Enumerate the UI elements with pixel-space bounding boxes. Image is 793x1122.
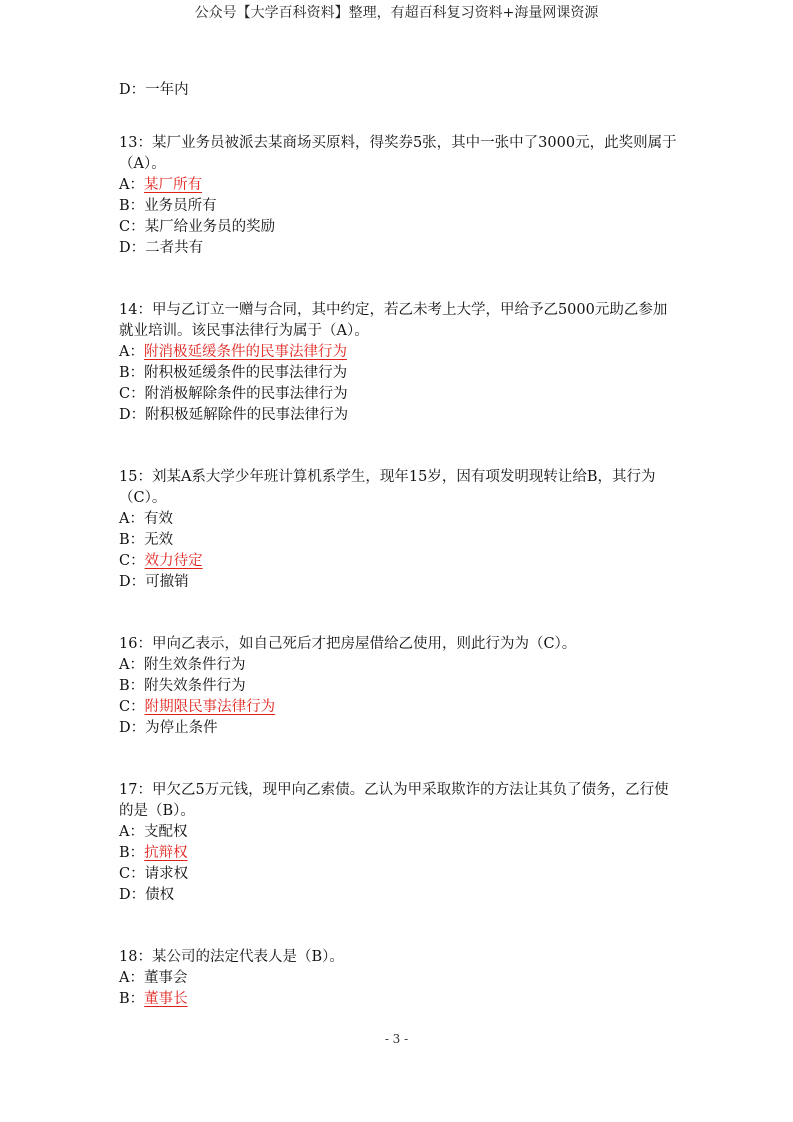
option-letter: A： — [119, 344, 144, 360]
option-text: 董事会 — [143, 970, 188, 986]
option-c — [119, 217, 679, 238]
option-b — [119, 843, 679, 864]
option-text: 无效 — [144, 532, 174, 548]
option-letter: C： — [119, 553, 145, 569]
option-letter: D： — [119, 720, 146, 736]
option-text: 二者共有 — [145, 240, 204, 256]
page-number: - 3 - — [384, 1032, 409, 1046]
option-d — [119, 885, 679, 906]
option-d — [119, 718, 679, 739]
option-letter: C： — [119, 386, 145, 402]
option-letter: C： — [119, 699, 145, 715]
option-letter: C： — [119, 219, 145, 235]
option-c — [119, 697, 679, 718]
option-d — [119, 238, 679, 259]
correct-answer-text: 效力待定 — [144, 553, 203, 569]
correct-answer-text: 附期限民事法律行为 — [144, 699, 276, 715]
option-d — [119, 80, 679, 101]
option-text: 支配权 — [143, 824, 188, 840]
option-letter: C： — [119, 866, 145, 882]
correct-answer-text: 抗辩权 — [144, 845, 188, 861]
question-17 — [119, 780, 679, 906]
question-13 — [119, 133, 679, 259]
option-text: 债权 — [145, 887, 175, 903]
option-b — [119, 676, 679, 697]
correct-answer-text: 董事长 — [144, 991, 188, 1007]
correct-answer-text: 附消极延缓条件的民事法律行为 — [143, 344, 347, 360]
option-letter: B： — [119, 845, 145, 861]
option-text: 可撤销 — [145, 574, 189, 590]
option-a — [119, 342, 679, 363]
option-text: 请求权 — [144, 866, 189, 882]
option-letter: D： — [119, 574, 146, 590]
option-text: 有效 — [143, 511, 173, 527]
page-content — [119, 80, 679, 1051]
option-letter: B： — [119, 532, 145, 548]
question-18 — [119, 947, 679, 1010]
option-a — [119, 175, 679, 196]
question-text: 18：某公司的法定代表人是（B）。 — [119, 949, 344, 965]
option-b — [119, 196, 679, 217]
option-letter: D： — [119, 240, 146, 256]
page-header: 公众号【大学百科资料】整理，有超百科复习资料+海量网课资源 — [194, 5, 599, 21]
option-letter: A： — [119, 177, 144, 193]
option-letter: A： — [119, 970, 144, 986]
option-letter: D： — [119, 82, 146, 98]
question-text: 17：甲欠乙5万元钱，现甲向乙索债。乙认为甲采取欺诈的方法让其负了债务，乙行使的是（B）。 — [119, 782, 669, 819]
option-letter: D： — [119, 407, 146, 423]
option-text: 为停止条件 — [145, 720, 218, 736]
option-a — [119, 822, 679, 843]
question-text: 14：甲与乙订立一赠与合同，其中约定，若乙未考上大学，甲给予乙5000元助乙参加就业培训。该民事法律行为属于（A）。 — [119, 302, 668, 339]
option-text: 某厂给业务员的奖励 — [144, 219, 276, 235]
option-text: 附积极延缓条件的民事法律行为 — [144, 365, 348, 381]
option-a — [119, 509, 679, 530]
option-b — [119, 989, 679, 1010]
option-text: 附失效条件行为 — [144, 678, 246, 694]
option-d — [119, 405, 679, 426]
option-text: 附积极延解除件的民事法律行为 — [145, 407, 349, 423]
question-15 — [119, 467, 679, 593]
option-letter: B： — [119, 678, 145, 694]
option-letter: B： — [119, 991, 145, 1007]
question-14 — [119, 300, 679, 426]
option-letter: A： — [119, 511, 144, 527]
question-text: 16：甲向乙表示，如自己死后才把房屋借给乙使用，则此行为为（C）。 — [119, 636, 577, 652]
previous-question-tail — [119, 80, 679, 101]
option-letter: B： — [119, 198, 145, 214]
correct-answer-text: 某厂所有 — [143, 177, 202, 193]
option-b — [119, 530, 679, 551]
option-c — [119, 384, 679, 405]
option-text: 一年内 — [145, 82, 189, 98]
option-letter: A： — [119, 824, 144, 840]
option-letter: D： — [119, 887, 146, 903]
option-b — [119, 363, 679, 384]
option-text: 附生效条件行为 — [143, 657, 246, 673]
question-text: 15：刘某A系大学少年班计算机系学生，现年15岁，因有项发明现转让给B，其行为（C）。 — [119, 469, 656, 506]
question-text: 13：某厂业务员被派去某商场买原料，得奖券5张，其中一张中了3000元，此奖则属于（A）。 — [119, 135, 677, 172]
option-c — [119, 864, 679, 885]
option-text: 附消极解除条件的民事法律行为 — [144, 386, 348, 402]
question-16 — [119, 634, 679, 739]
option-text: 业务员所有 — [144, 198, 217, 214]
option-a — [119, 968, 679, 989]
option-d — [119, 572, 679, 593]
option-letter: B： — [119, 365, 145, 381]
option-c — [119, 551, 679, 572]
option-letter: A： — [119, 657, 144, 673]
option-a — [119, 655, 679, 676]
